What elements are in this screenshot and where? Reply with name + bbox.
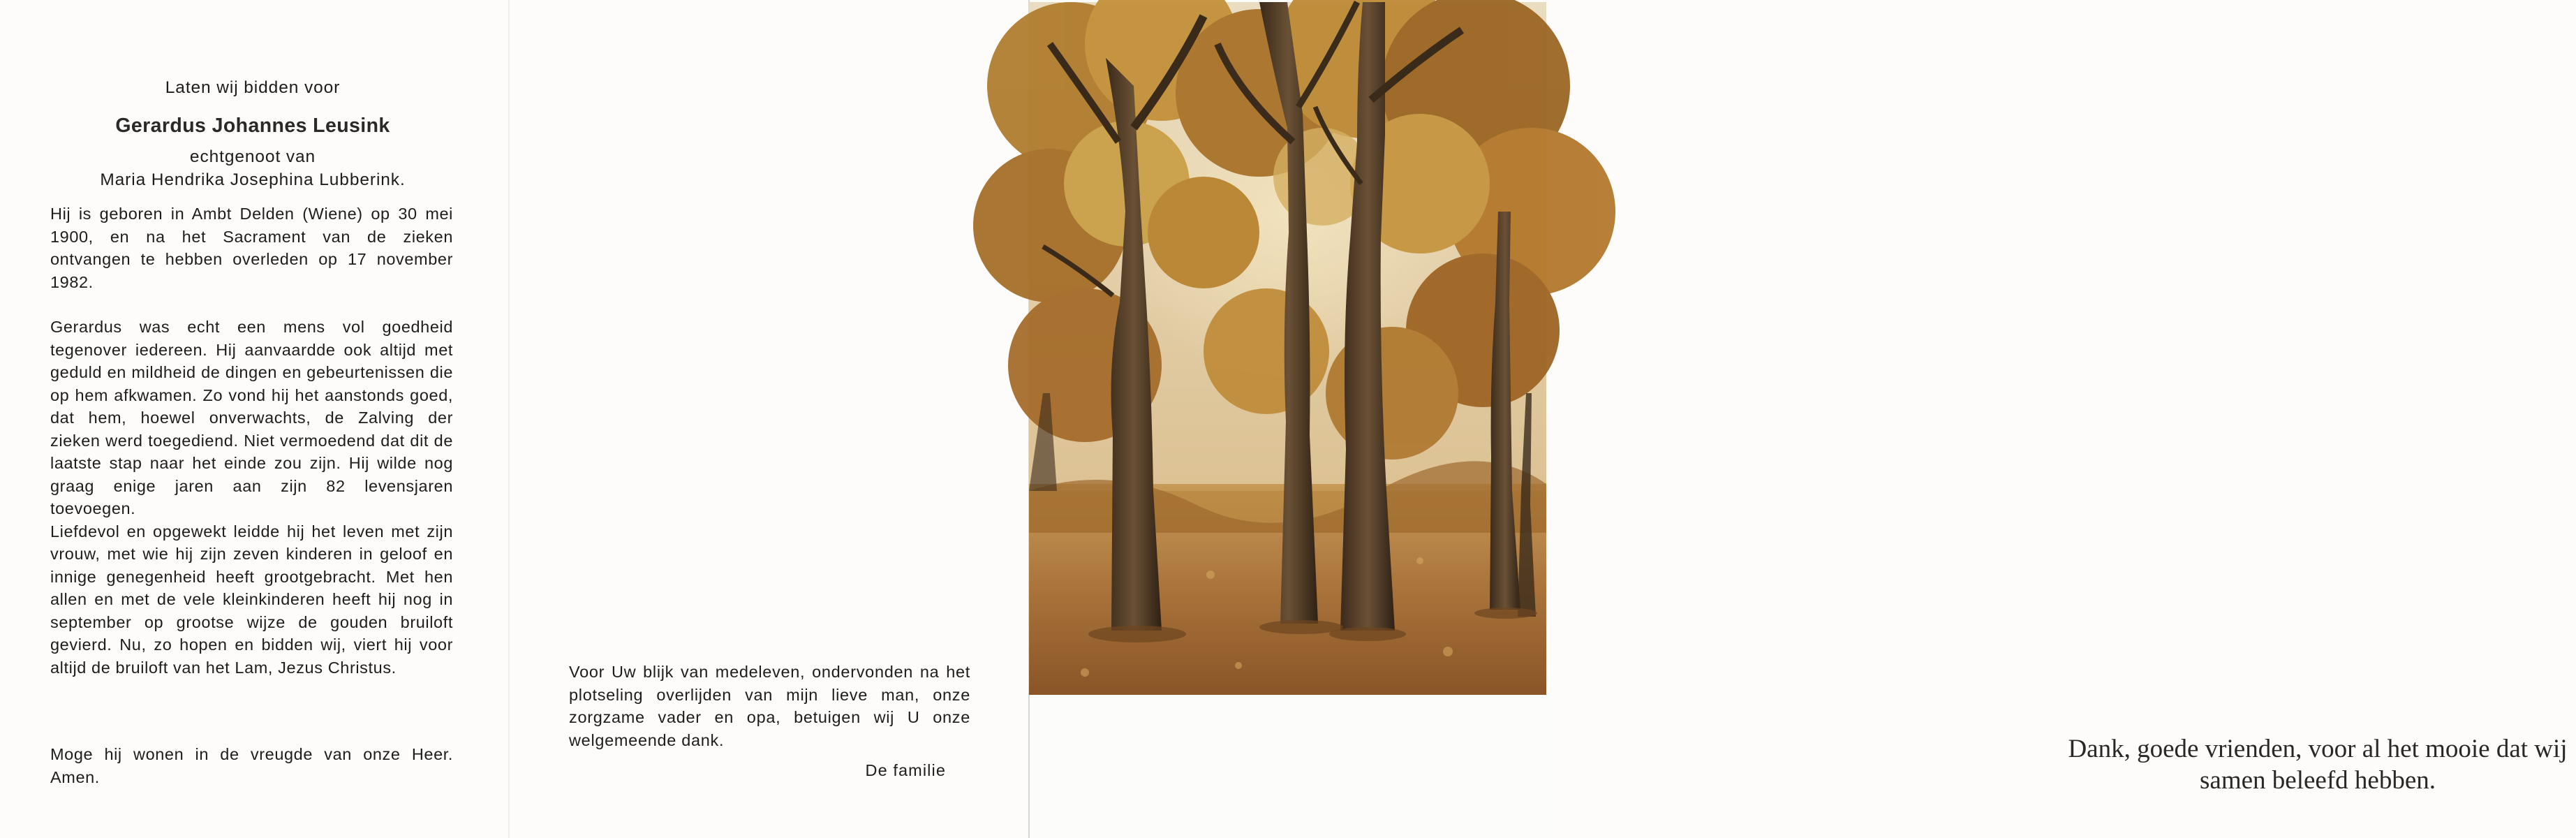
spouse-name: Maria Hendrika Josephina Lubberink. [100, 170, 406, 189]
deceased-name: Gerardus Johannes Leusink [115, 115, 390, 137]
left-panel [0, 0, 510, 838]
thanks-paragraph: Voor Uw blijk van medeleven, ondervonden na het plotseling overlijden van mijn lieve man, onze zorgzame vader en opa, betuigen wij U onze welgemeende dank. [569, 663, 970, 749]
closing-prayer: Moge hij wonen in de vreugde van onze Heer. Amen. [50, 745, 453, 786]
pray-line: Laten wij bidden voor [165, 78, 341, 97]
autumn-forest-photo [1029, 2, 1546, 695]
caption: Dank, goede vrienden, voor al het mooie dat wij samen beleefd hebben. [2068, 735, 2568, 795]
birth-death-paragraph: Hij is geboren in Ambt Delden (Wiene) op 30 mei 1900, en na het Sacrament van de zieken ontvangen te hebben overleden op 17 november 1982. [50, 205, 453, 291]
spouse-intro: echtgenoot van [189, 147, 316, 166]
biography-paragraph: Gerardus was echt een mens vol goedheid tegenover iedereen. Hij aanvaardde ook altijd met geduld en mildheid de dingen en gebeurtenissen die op hem afkwamen. Zo vond hij het aanstonds goed, dat hem, hoewel onverwachts, de Zalving der zieken werd toegediend. Niet vermoedend dat dit de laatste stap naar het einde zou zijn. Hij wilde nog graag enige jaren aan zijn 82 levensjaren toevoegen. Liefdevol en opgewekt leidde hij het leven met zijn vrouw, met wie hij zijn zeven kinderen in geloof en innige genegenheid heeft grootgebracht. Met hen allen en met de vele kleinkinderen heeft hij nog in september op grootse wijze de gouden bruiloft gevierd. Nu, zo hopen en bidden wij, viert hij voor altijd de bruiloft van het Lam, Jezus Christus. [50, 318, 453, 677]
middle-panel [510, 0, 1030, 838]
signature: De familie [865, 761, 946, 779]
